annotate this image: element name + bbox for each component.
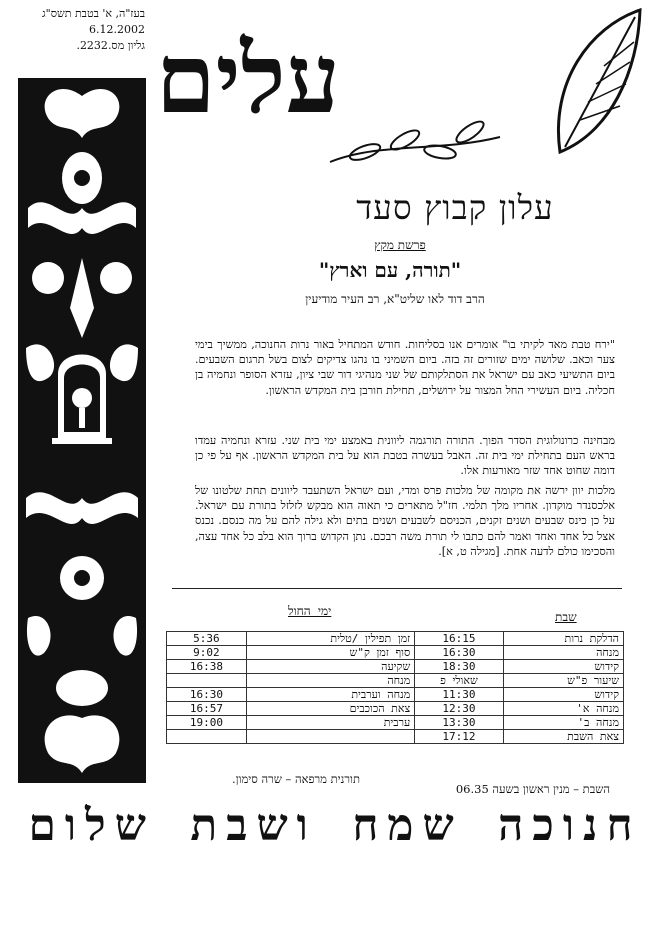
weekday-label-cell: סוף זמן ק"ש	[246, 646, 414, 660]
holiday-greeting-banner: חנוכה שמח ושבת שלום	[28, 800, 642, 851]
shabbat-time-cell: 12:30	[415, 702, 503, 716]
weekday-label-cell: מנחה וערבית	[246, 688, 414, 702]
weekday-time-cell: 16:38	[167, 660, 247, 674]
shabbat-label-cell: קידוש	[503, 660, 623, 674]
shabbat-time-cell: 17:12	[415, 730, 503, 744]
shabbat-time-cell: 13:30	[415, 716, 503, 730]
table-row	[167, 688, 624, 702]
ornament-pattern-icon	[18, 78, 146, 783]
issue-number: גליון מס.2232.	[76, 39, 145, 52]
weekday-label-cell: מנחה	[246, 674, 414, 688]
minyan-note: השבת – מנין ראשון בשעה 06.35	[455, 782, 610, 796]
hebrew-date: בעז"ה, א' בטבת תשס"ג	[42, 7, 145, 20]
article-title: "תורה, עם וארץ"	[318, 258, 462, 282]
shabbat-time-cell: 11:30	[415, 688, 503, 702]
weekday-time-cell	[167, 730, 247, 744]
prayer-schedule-table	[166, 631, 624, 744]
table-row	[167, 646, 624, 660]
weekday-time-cell: 19:00	[167, 716, 247, 730]
shabbat-time-cell: שאולי פ	[415, 674, 503, 688]
torah-reader-note: תורנית מרפאה – שרה סימון.	[231, 772, 360, 786]
weekday-label-cell: צאת הכוכבים	[246, 702, 414, 716]
shabbat-time-cell: 16:15	[415, 632, 503, 646]
gregorian-date: 6.12.2002	[89, 23, 145, 36]
newsletter-subtitle: עלון קבוץ סעד	[356, 188, 554, 227]
leaf-logo-icon	[155, 2, 650, 182]
article-paragraph: "ירח טבת מאד לקיתי בו" אומרים אנו בסליחות. חודש המתחיל באור נרות החנוכה, ממשיך בימי צער וכאב. שלושה ימים שזורים זה בזה. ביום השמיני בו נהגו צדיקים לצום בשל תרגום השבעים. ביום התשיעי כאב עם ישראל את הסתלקותם של שני מנהיגי דור שבי ציון, עזרא הסופר ונחמיה בן חכליה. ביום העשירי החל המצור על ירושלים, תחילת חורבן בית המקדש הראשון.	[195, 338, 615, 397]
shabbat-label-cell: שיעור פ"ש	[503, 674, 623, 688]
table-row	[167, 702, 624, 716]
section-divider	[172, 588, 622, 589]
table-row	[167, 716, 624, 730]
weekday-time-cell: 9:02	[167, 646, 247, 660]
parasha-name: פרשת מקץ	[374, 238, 426, 252]
weekday-column-header: ימי החול	[288, 604, 332, 618]
table-row	[167, 632, 624, 646]
table-row	[167, 660, 624, 674]
article-paragraph: מלכות יוון ירשה את מקומה של מלכות פרס ומדי, ועם ישראל השתעבד ליוונים תחת שלטונו של אלכסנדר מוקדון. אחריו מלך תלמי. חז"ל מתארים כי תאוה הוא מבקש לזלזל בתורת עם ישראל. על כן כינס שבעים ושנים זקנים, הכניסם לשבעים ושנים בתים ולא גילה להם על מה כנסם. נכנס אצל כל אחד ואחד ואמר להם כתבו לי תורת משה רבכם. נתן הקדוש ברוך הוא בלב כל אחד עצה, והסכימו כולם לדעה אחת. [מגילה ט, א].	[195, 484, 615, 558]
weekday-label-cell: ערבית	[246, 716, 414, 730]
shabbat-label-cell: קידוש	[503, 688, 623, 702]
masthead-logo	[155, 2, 650, 182]
article-author: הרב דוד לאו שליט"א, רב העיר מודיעין	[305, 292, 485, 306]
article-paragraph: מבחינה כרונולוגית הסדר הפוך. התורה תורגמה ליוונית באמצע ימי בית שני. עזרא ונחמיה עמדו בראש העם בתחילת ימי בית זה. האבל בעשרה בטבת הוא על בית המקדש הראשון. אף על פי כן דומה שחוט אחד שזר מאורעות אלו.	[195, 434, 615, 478]
weekday-label-cell: שקיעה	[246, 660, 414, 674]
shabbat-time-cell: 16:30	[415, 646, 503, 660]
shabbat-label-cell: מנחה א'	[503, 702, 623, 716]
weekday-label-cell	[246, 730, 414, 744]
shabbat-label-cell: צאת השבת	[503, 730, 623, 744]
table-row	[167, 674, 624, 688]
shabbat-label-cell: הדלקת נרות	[503, 632, 623, 646]
weekday-time-cell: 16:30	[167, 688, 247, 702]
shabbat-column-header: שבת	[555, 610, 577, 624]
issue-info	[20, 6, 145, 54]
decorative-border	[18, 78, 146, 783]
table-row	[167, 730, 624, 744]
weekday-time-cell: 5:36	[167, 632, 247, 646]
shabbat-label-cell: מנחה	[503, 646, 623, 660]
weekday-label-cell: זמן תפילין /טלית	[246, 632, 414, 646]
logo-wordmark: עלים	[155, 22, 340, 135]
shabbat-label-cell: מנחה ב'	[503, 716, 623, 730]
shabbat-time-cell: 18:30	[415, 660, 503, 674]
weekday-time-cell: 16:57	[167, 702, 247, 716]
weekday-time-cell	[167, 674, 247, 688]
